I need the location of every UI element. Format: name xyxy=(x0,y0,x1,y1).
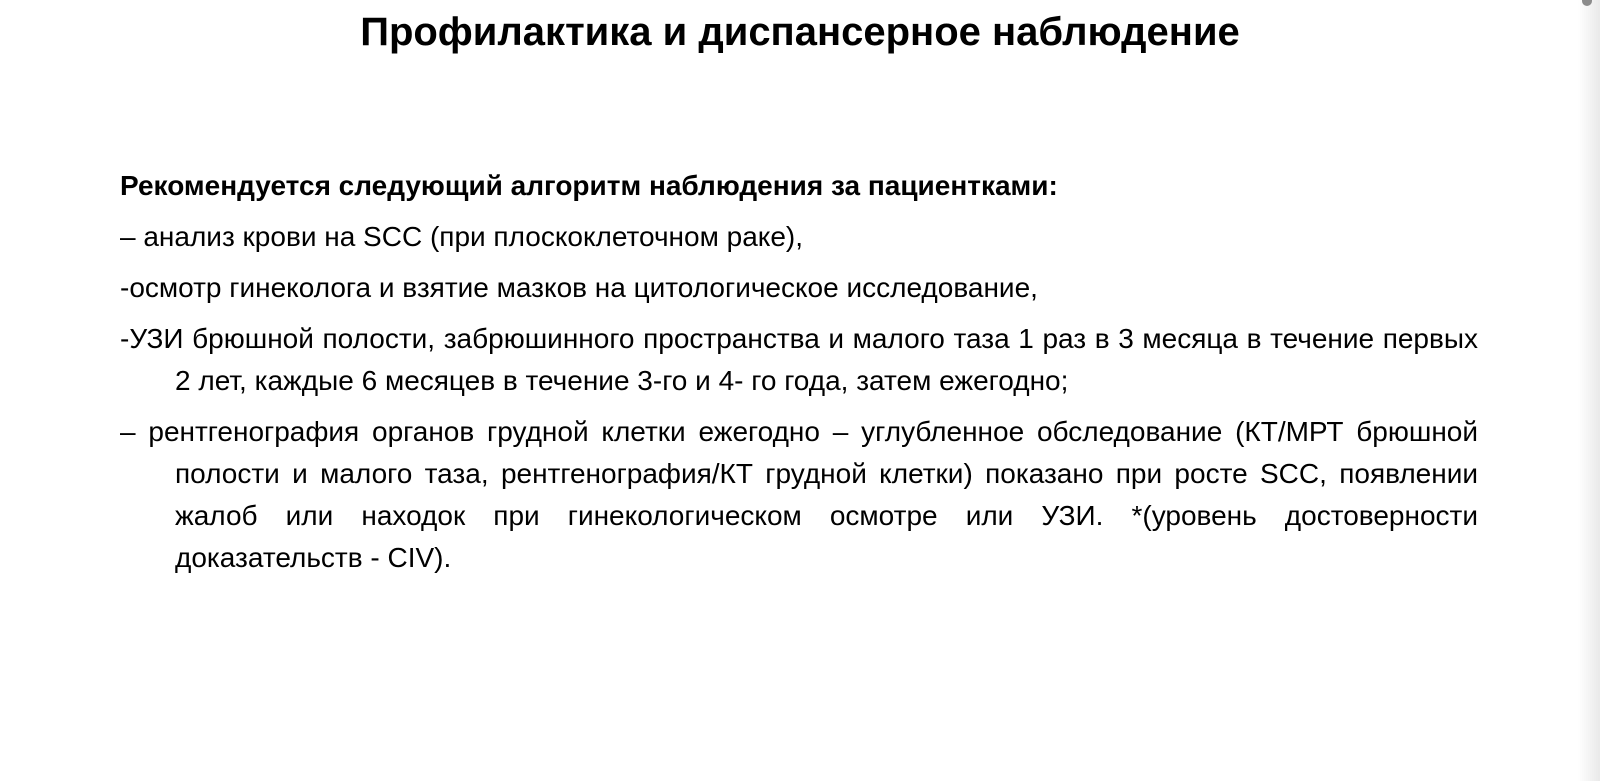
list-item-chest-xray: – рентгенография органов грудной клетки ежегодно – углубленное обследование (КТ/МРТ брюшной полости и малого таза, рентгенография/КТ грудной клетки) показано при росте SCC, появлении жалоб или находок при гинекологическом осмотре или УЗИ. *(уровень достоверности доказательств - CIV). xyxy=(120,416,1478,573)
list-item-scc-blood-test: – анализ крови на SCC (при плоскоклеточном раке), xyxy=(120,221,804,252)
slide-title: Профилактика и диспансерное наблюдение xyxy=(360,10,1240,54)
list-item-ultrasound: -УЗИ брюшной полости, забрюшинного пространства и малого таза 1 раз в 3 месяца в течение первых 2 лет, каждые 6 месяцев в течение 3-го и 4- го года, затем ежегодно; xyxy=(120,323,1478,396)
recommendation-heading: Рекомендуется следующий алгоритм наблюдения за пациентками: xyxy=(120,170,1058,201)
list-item-gynecologist-exam: -осмотр гинеколога и взятие мазков на цитологическое исследование, xyxy=(120,272,1038,303)
viewer-edge xyxy=(1578,0,1600,781)
slide-body xyxy=(120,166,1478,588)
